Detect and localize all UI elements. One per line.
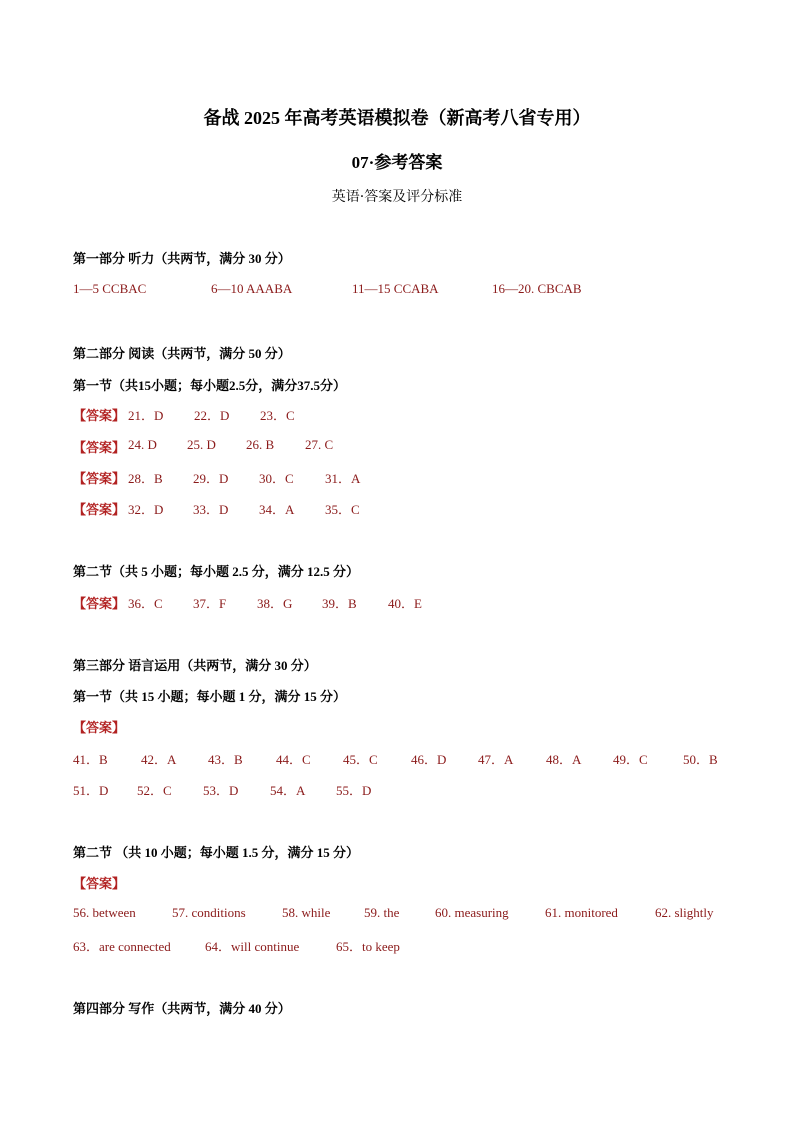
part4-heading: 第四部分 写作（共两节，满分 40 分） [73,1001,291,1016]
answer-item: 22．D [194,408,230,423]
answer-item: 60. measuring [435,905,509,920]
part1-answer: 16—20. CBCAB [492,281,582,296]
answer-item: 26. B [246,437,275,452]
answer-item: 47．A [478,752,514,767]
answer-item: 31．A [325,471,361,486]
answer-item: 32．D [128,502,164,517]
answer-item: 54．A [270,783,306,798]
answer-item: 38．G [257,596,293,611]
answer-tag: 【答案】 [73,408,126,423]
part1-answer: 1—5 CCBAC [73,281,147,296]
answer-item: 44．C [276,752,311,767]
answer-item: 29．D [193,471,229,486]
answer-item: 49．C [613,752,648,767]
answer-item: 53．D [203,783,239,798]
answer-item: 50．B [683,752,718,767]
answer-item: 56. between [73,905,136,920]
answer-tag: 【答案】 [73,502,126,517]
answer-item: 35．C [325,502,360,517]
answer-tag: 【答案】 [73,471,126,486]
answer-item: 52．C [137,783,172,798]
answer-item: 27. C [305,437,334,452]
answer-item: 63．are connected [73,939,171,954]
part3-section1-heading: 第一节（共 15 小题；每小题 1 分，满分 15 分） [73,689,347,704]
part1-answer: 11—15 CCABA [352,281,439,296]
answer-item: 30．C [259,471,294,486]
answer-item: 25. D [187,437,216,452]
answer-item: 42．A [141,752,177,767]
answer-item: 43．B [208,752,243,767]
answer-item: 24. D [128,437,157,452]
answer-item: 58. while [282,905,331,920]
answer-item: 65．to keep [336,939,400,954]
answer-item: 51．D [73,783,109,798]
answer-item: 23．C [260,408,295,423]
part3-heading: 第三部分 语言运用（共两节，满分 30 分） [73,658,317,673]
answer-item: 28．B [128,471,163,486]
answer-item: 57. conditions [172,905,246,920]
document-title: 备战 2025 年高考英语模拟卷（新高考八省专用） [203,108,591,128]
answer-item: 64．will continue [205,939,300,954]
answer-item: 61. monitored [545,905,618,920]
part3-section2-heading: 第二节 （共 10 小题；每小题 1.5 分，满分 15 分） [73,845,360,860]
answer-item: 46．D [411,752,447,767]
document-caption: 英语·答案及评分标准 [331,189,463,205]
answer-tag: 【答案】 [73,876,126,891]
part2-section2-heading: 第二节（共 5 小题；每小题 2.5 分，满分 12.5 分） [73,564,360,579]
part1-heading: 第一部分 听力（共两节，满分 30 分） [73,251,291,266]
part2-section1-heading: 第一节（共15小题；每小题2.5分，满分37.5分） [73,378,347,393]
answer-item: 55．D [336,783,372,798]
answer-tag: 【答案】 [73,440,126,455]
answer-item: 40．E [388,596,422,611]
answer-item: 48．A [546,752,582,767]
answer-item: 39．B [322,596,357,611]
answer-item: 37．F [193,596,227,611]
answer-tag: 【答案】 [73,596,126,611]
answer-item: 59. the [364,905,400,920]
answer-item: 45．C [343,752,378,767]
answer-item: 33．D [193,502,229,517]
answer-item: 21．D [128,408,164,423]
answer-item: 62. slightly [655,905,714,920]
answer-item: 36．C [128,596,163,611]
answer-tag: 【答案】 [73,720,126,735]
part1-answer: 6—10 AAABA [211,281,293,296]
document-subtitle: 07·参考答案 [351,153,443,172]
answer-item: 41．B [73,752,108,767]
answer-item: 34．A [259,502,295,517]
part2-heading: 第二部分 阅读（共两节，满分 50 分） [73,346,291,361]
